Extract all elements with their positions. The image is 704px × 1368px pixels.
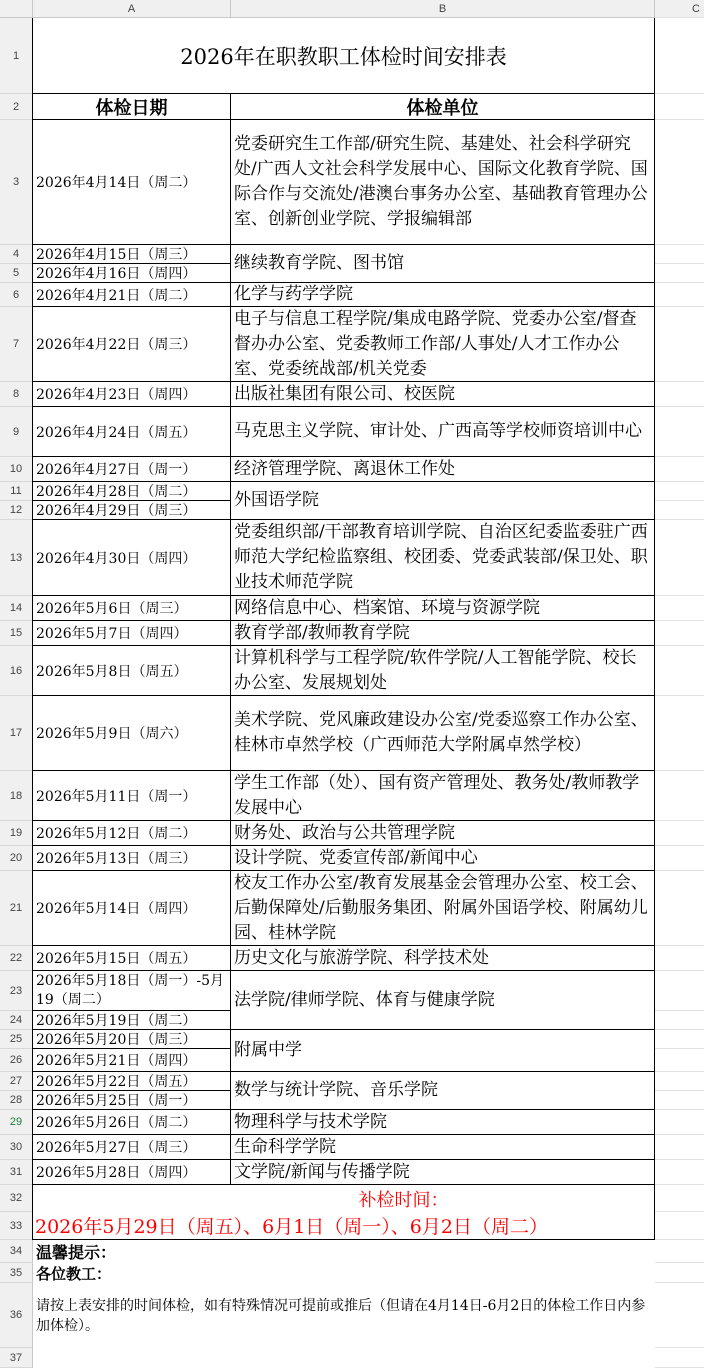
date-cell[interactable]: 2026年5月8日（周五） [33, 646, 231, 696]
date-cell[interactable]: 2026年5月27日（周三） [33, 1135, 231, 1160]
gridline [655, 1048, 704, 1049]
gridline [655, 500, 704, 501]
row-header-26[interactable]: 26 [0, 1049, 33, 1072]
date-cell[interactable]: 2026年4月23日（周四） [33, 382, 231, 407]
gridline [655, 645, 704, 646]
row-header-12[interactable]: 12 [0, 501, 33, 520]
unit-cell[interactable]: 化学与药学学院 [231, 283, 655, 307]
gridline [655, 1159, 704, 1160]
date-cell[interactable]: 2026年5月14日（周四） [33, 871, 231, 946]
row-header-14[interactable]: 14 [0, 596, 33, 621]
row-header-23[interactable]: 23 [0, 971, 33, 1011]
gridline [655, 17, 704, 18]
select-all-corner[interactable] [0, 0, 33, 18]
gridline [655, 263, 704, 264]
tip-title[interactable]: 温馨提示： [36, 1243, 117, 1262]
gridline [655, 620, 704, 621]
row-header-25[interactable]: 25 [0, 1030, 33, 1049]
row-header-18[interactable]: 18 [0, 771, 33, 821]
date-cell[interactable]: 2026年5月18日（周一）-5月19（周二） [33, 971, 231, 1011]
gridline [655, 595, 704, 596]
gridline [655, 695, 704, 696]
gridline [655, 406, 704, 407]
row-header-9[interactable]: 9 [0, 407, 33, 457]
date-cell[interactable]: 2026年4月27日（周一） [33, 457, 231, 482]
row-header-5[interactable]: 5 [0, 264, 33, 283]
row-header-20[interactable]: 20 [0, 846, 33, 871]
unit-cell[interactable]: 党委组织部/干部教育培训学院、自治区纪委监委驻广西师范大学纪检监察组、校团委、党委武装部/保卫处、职业技术师范学院 [231, 520, 655, 596]
gridline [655, 119, 704, 120]
date-cell[interactable]: 2026年5月20日（周三） [33, 1030, 231, 1049]
unit-cell[interactable]: 经济管理学院、离退休工作处 [231, 457, 655, 482]
row-header-21[interactable]: 21 [0, 871, 33, 946]
header-date[interactable]: 体检日期 [33, 94, 231, 120]
unit-cell[interactable]: 数学与统计学院、音乐学院 [231, 1072, 655, 1110]
row-header-29[interactable]: 29 [0, 1110, 33, 1135]
column-header-b[interactable]: B [231, 0, 655, 18]
row-header-15[interactable]: 15 [0, 621, 33, 646]
row-header-11[interactable]: 11 [0, 482, 33, 501]
row-header-6[interactable]: 6 [0, 283, 33, 307]
gridline [655, 1211, 704, 1212]
date-cell[interactable]: 2026年5月6日（周三） [33, 596, 231, 621]
row-header-22[interactable]: 22 [0, 946, 33, 971]
row-header-35[interactable]: 35 [0, 1263, 33, 1283]
gridline [655, 282, 704, 283]
row-header-7[interactable]: 7 [0, 307, 33, 382]
gridline [655, 1239, 704, 1240]
unit-cell[interactable]: 生命科学学院 [231, 1135, 655, 1160]
row-header-13[interactable]: 13 [0, 520, 33, 596]
date-cell[interactable]: 2026年5月11日（周一） [33, 771, 231, 821]
date-cell[interactable]: 2026年4月28日（周二） [33, 482, 231, 501]
date-cell[interactable]: 2026年4月14日（周二） [33, 120, 231, 245]
gridline [655, 1010, 704, 1011]
header-unit[interactable]: 体检单位 [231, 94, 655, 120]
date-cell[interactable]: 2026年4月22日（周三） [33, 307, 231, 382]
sheet-title[interactable]: 2026年在职教职工体检时间安排表 [33, 18, 655, 94]
row-header-10[interactable]: 10 [0, 457, 33, 482]
gridline [655, 1184, 704, 1185]
row-header-8[interactable]: 8 [0, 382, 33, 407]
row-header-19[interactable]: 19 [0, 821, 33, 846]
unit-cell[interactable]: 马克思主义学院、审计处、广西高等学校师资培训中心 [231, 407, 655, 457]
row-header-17[interactable]: 17 [0, 696, 33, 771]
greeting-text[interactable]: 各位教工： [36, 1264, 112, 1283]
date-cell[interactable]: 2026年4月15日（周三） [33, 245, 231, 264]
gridline [655, 519, 704, 520]
gridline [655, 870, 704, 871]
gridline [655, 770, 704, 771]
date-cell[interactable]: 2026年5月12日（周二） [33, 821, 231, 846]
gridline [655, 93, 704, 94]
date-cell[interactable]: 2026年5月28日（周四） [33, 1160, 231, 1185]
unit-cell[interactable]: 历史文化与旅游学院、科学技术处 [231, 946, 655, 971]
gridline [655, 381, 704, 382]
row-header-36[interactable]: 36 [0, 1283, 33, 1348]
row-header-30[interactable]: 30 [0, 1135, 33, 1160]
date-cell[interactable]: 2026年5月19日（周二） [33, 1011, 231, 1030]
unit-cell[interactable]: 教育学部/教师教育学院 [231, 621, 655, 646]
gridline [655, 244, 704, 245]
row-header-16[interactable]: 16 [0, 646, 33, 696]
gridline [655, 845, 704, 846]
row-header-3[interactable]: 3 [0, 120, 33, 245]
row-header-37[interactable]: 37 [0, 1348, 33, 1368]
gridline [655, 481, 704, 482]
gridline [655, 456, 704, 457]
gridline [655, 970, 704, 971]
date-cell[interactable]: 2026年5月13日（周三） [33, 846, 231, 871]
unit-cell[interactable]: 计算机科学与工程学院/软件学院/人工智能学院、校长办公室、发展规划处 [231, 646, 655, 696]
unit-cell[interactable]: 附属中学 [231, 1030, 655, 1072]
date-cell[interactable]: 2026年4月21日（周二） [33, 283, 231, 307]
gridline [655, 1262, 704, 1263]
row-header-33[interactable]: 33 [0, 1212, 33, 1240]
row-header-4[interactable]: 4 [0, 245, 33, 264]
row-header-27[interactable]: 27 [0, 1072, 33, 1091]
makeup-label[interactable]: 补检时间： [33, 1185, 655, 1212]
gridline [655, 1109, 704, 1110]
row-header-34[interactable]: 34 [0, 1240, 33, 1263]
date-cell[interactable]: 2026年5月9日（周六） [33, 696, 231, 771]
unit-cell[interactable]: 外国语学院 [231, 482, 655, 520]
date-cell[interactable]: 2026年5月22日（周五） [33, 1072, 231, 1091]
gridline [655, 1090, 704, 1091]
date-cell[interactable]: 2026年5月26日（周二） [33, 1110, 231, 1135]
unit-cell[interactable]: 党委研究生工作部/研究生院、基建处、社会科学研究处/广西人文社会科学发展中心、国际文化教育学院、国际合作与交流处/港澳台事务办公室、基础教育管理办公室、创新创业学院、学报编辑部 [231, 120, 655, 245]
row-header-31[interactable]: 31 [0, 1160, 33, 1185]
unit-cell[interactable]: 设计学院、党委宣传部/新闻中心 [231, 846, 655, 871]
gridline [655, 306, 704, 307]
row-header-1[interactable]: 1 [0, 18, 33, 94]
column-header-c[interactable]: C [655, 0, 704, 18]
unit-cell[interactable]: 电子与信息工程学院/集成电路学院、党委办公室/督查督办办公室、党委教师工作部/人事处/人才工作办公室、党委统战部/机关党委 [231, 307, 655, 382]
gridline [655, 945, 704, 946]
row-header-2[interactable]: 2 [0, 94, 33, 120]
unit-cell[interactable]: 财务处、政治与公共管理学院 [231, 821, 655, 846]
gridline [655, 1029, 704, 1030]
unit-cell[interactable]: 学生工作部（处）、国有资产管理处、教务处/教师教学发展中心 [231, 771, 655, 821]
date-cell[interactable]: 2026年5月21日（周四） [33, 1049, 231, 1072]
row-header-28[interactable]: 28 [0, 1091, 33, 1110]
unit-cell[interactable]: 出版社集团有限公司、校医院 [231, 382, 655, 407]
gridline [655, 1347, 704, 1348]
unit-cell[interactable]: 文学院/新闻与传播学院 [231, 1160, 655, 1185]
date-cell[interactable]: 2026年4月24日（周五） [33, 407, 231, 457]
gridline [655, 1134, 704, 1135]
unit-cell[interactable]: 校友工作办公室/教育发展基金会管理办公室、校工会、后勤保障处/后勤服务集团、附属外国语学校、附属幼儿园、桂林学院 [231, 871, 655, 946]
column-header-a[interactable]: A [33, 0, 231, 18]
unit-cell[interactable]: 美术学院、党风廉政建设办公室/党委巡察工作办公室、桂林市卓然学校（广西师范大学附属卓然学校） [231, 696, 655, 771]
gridline [655, 820, 704, 821]
date-cell[interactable]: 2026年5月15日（周五） [33, 946, 231, 971]
unit-cell[interactable]: 物理科学与技术学院 [231, 1110, 655, 1135]
date-cell[interactable]: 2026年5月25日（周一） [33, 1091, 231, 1110]
unit-cell[interactable]: 网络信息中心、档案馆、环境与资源学院 [231, 596, 655, 621]
row-header-32[interactable]: 32 [0, 1185, 33, 1212]
unit-cell[interactable]: 法学院/律师学院、体育与健康学院 [231, 971, 655, 1030]
date-cell[interactable]: 2026年4月30日（周四） [33, 520, 231, 596]
date-cell[interactable]: 2026年4月16日（周四） [33, 264, 231, 283]
makeup-dates[interactable]: 2026年5月29日（周五）、6月1日（周一）、6月2日（周二） [33, 1212, 655, 1240]
date-cell[interactable]: 2026年4月29日（周三） [33, 501, 231, 520]
date-cell[interactable]: 2026年5月7日（周四） [33, 621, 231, 646]
unit-cell[interactable]: 继续教育学院、图书馆 [231, 245, 655, 283]
gridline [655, 1071, 704, 1072]
row-header-24[interactable]: 24 [0, 1011, 33, 1030]
notice-text[interactable]: 请按上表安排的时间体检，如有特殊情况可提前或推后（但请在4月14日-6月2日的体检工作日内参加体检）。 [36, 1297, 646, 1334]
gridline [655, 1282, 704, 1283]
